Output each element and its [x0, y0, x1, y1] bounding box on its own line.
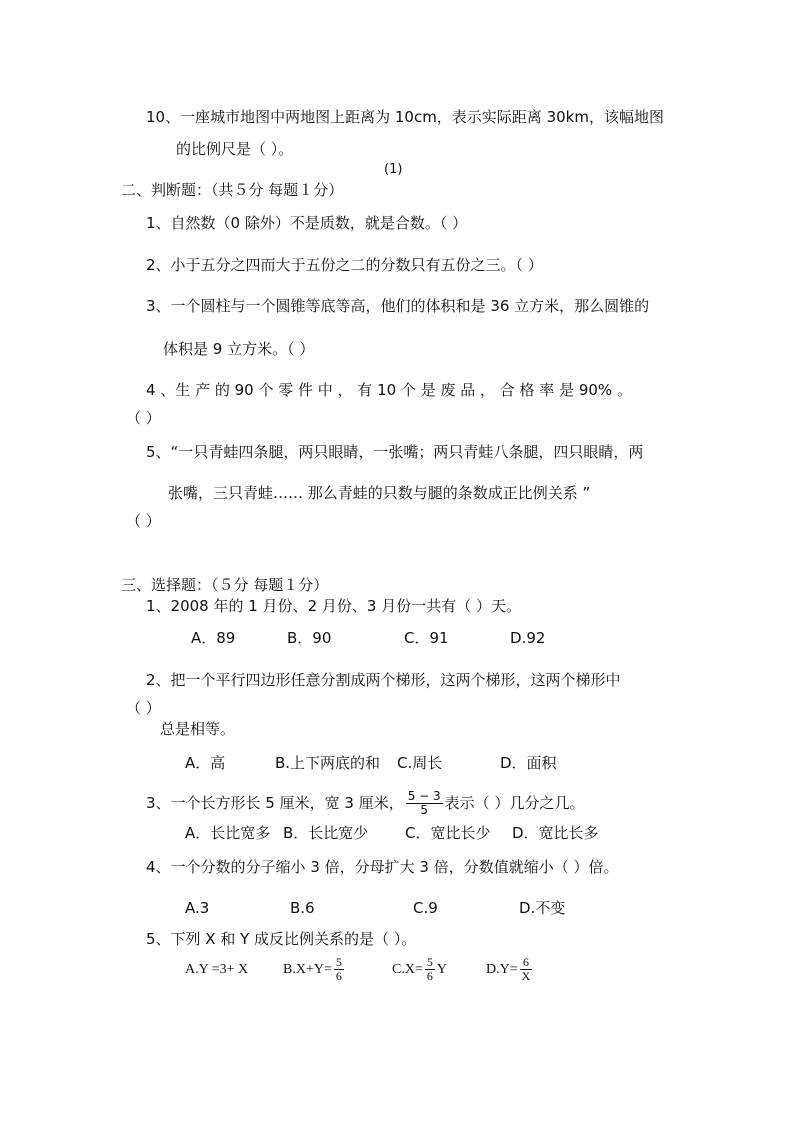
judge-item-3-cont: 体积是 9 立方米。（ ）	[163, 340, 315, 358]
choice-q4-text: 4、一个分数的分子缩小 3 倍，分母扩大 3 倍，分数值就缩小（ ）倍。	[146, 858, 619, 876]
choice-q3-option-a: A．长比宽多	[185, 824, 271, 842]
choice-q4-option-a: A.3	[185, 899, 210, 917]
choice-q1-option-c: C．91	[404, 629, 449, 647]
choice-q5-option-c-fraction	[425, 956, 435, 983]
judge-item-2: 2、小于五分之四而大于五份之二的分数只有五份之三。（ ）	[146, 256, 543, 274]
choice-q5-option-b	[283, 950, 346, 990]
choice-q3-fraction-denominator: 5	[420, 803, 429, 817]
choice-q5-option-d	[486, 950, 534, 990]
judge-item-5: 5、“一只青蛙四条腿，两只眼睛，一张嘴；两只青蛙八条腿，四只眼睛，两	[146, 443, 644, 461]
judge-item-4: 4 、生 产 的 90 个 零 件 中 ， 有 10 个 是 废 品 ， 合 格 率 是 90% 。	[146, 381, 632, 399]
choice-q5-option-b-numerator: 5	[335, 955, 342, 970]
choice-q3-fraction-numerator: 5 − 3	[407, 789, 441, 803]
choice-q1-option-b: B．90	[287, 629, 332, 647]
choice-q4-option-b: B.6	[290, 899, 315, 917]
choice-q5-option-b-fraction	[334, 956, 344, 983]
choice-q5-option-c	[392, 950, 447, 990]
choice-q3-option-d: D．宽比长多	[512, 824, 599, 842]
choice-q4-option-c: C.9	[413, 899, 438, 917]
choice-q2-text: 2、把一个平行四边形任意分割成两个梯形，这两个梯形，这两个梯形中	[146, 671, 621, 689]
choice-q1-option-a: A．89	[191, 629, 236, 647]
judge-item-4-cont: （ ）	[126, 409, 161, 427]
choice-q5-option-c-denominator: 6	[426, 969, 433, 984]
judge-item-1: 1、自然数（0 除外）不是质数，就是合数。（ ）	[146, 214, 468, 232]
choice-q1-text: 1、2008 年的 1 月份、2 月份、3 月份一共有（ ）天。	[146, 597, 521, 615]
judge-item-5-cont: 张嘴，三只青蛙…… 那么青蛙的只数与腿的条数成正比例关系 ”	[168, 484, 591, 502]
judge-item-3: 3、一个圆柱与一个圆锥等底等高，他们的体积和是 36 立方米，那么圆锥的	[146, 297, 650, 315]
choice-q3-option-b: B．长比宽少	[283, 824, 369, 842]
choice-q3-text	[146, 790, 584, 817]
choice-q5-option-d-denominator: X	[521, 969, 531, 984]
choice-q5-option-c-numerator: 5	[426, 955, 433, 970]
choice-q5-option-c-prefix: C.X=	[392, 962, 423, 977]
choice-q5-option-c-suffix: Y	[436, 962, 447, 977]
choice-q2-option-d: D．面积	[500, 754, 557, 772]
choice-q5-option-d-prefix: D.Y=	[486, 962, 518, 977]
choice-q2-text-cont: 总是相等。	[160, 720, 236, 738]
judge-item-5-cont-2: （ ）	[126, 512, 161, 530]
q10-line-2: 的比例尺是（ ）。	[176, 140, 294, 158]
choice-q3-suffix: 表示（ ）几分之几。	[444, 794, 585, 812]
choice-q2-option-b: B.上下两底的和	[275, 754, 381, 772]
choice-q5-option-b-denominator: 6	[335, 969, 342, 984]
choice-q3-option-c: C．宽比长少	[405, 824, 491, 842]
choice-q5-option-d-numerator: 6	[520, 956, 533, 970]
choice-q5-option-b-prefix: B.X+Y=	[283, 962, 332, 977]
choice-q2-option-a: A．高	[185, 754, 226, 772]
choice-q3-fraction	[406, 790, 443, 817]
choice-q3-prefix: 3、一个长方形长 5 厘米，宽 3 厘米，	[146, 794, 404, 812]
choice-section-header: 三、选择题：（５分 每题１分）	[121, 576, 329, 594]
judge-section-header: 二、判断题：（共５分 每题１分）	[121, 181, 344, 199]
choice-q5-option-a: A.Y =3+ X	[185, 962, 249, 977]
choice-q5-text: 5、下列 X 和 Y 成反比例关系的是（ ）。	[146, 930, 417, 948]
choice-q4-option-d: D.不变	[519, 899, 566, 917]
choice-q1-option-d: D.92	[510, 629, 546, 647]
q10-line-1: 10、一座城市地图中两地图上距离为 10cm，表示实际距离 30km，该幅地图	[146, 108, 664, 126]
choice-q2-option-c: C.周长	[397, 754, 443, 772]
choice-q5-option-d-fraction	[520, 956, 533, 983]
choice-q2-blank: （ ）	[126, 699, 161, 717]
page-note: (1)	[384, 162, 403, 177]
